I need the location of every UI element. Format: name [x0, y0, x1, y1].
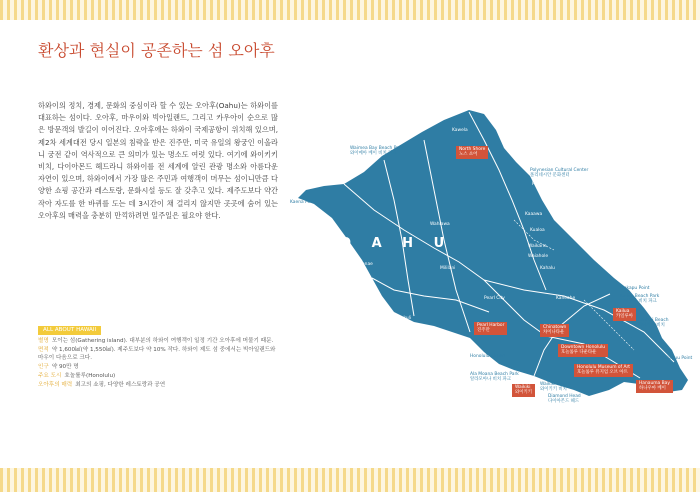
- map-tag-pearl-harbor[interactable]: Pearl Harbor 진주만: [474, 322, 507, 335]
- info-row: 별명 모이는 섬(Gathering island). 대부분의 하와이 여행객이 일정 기간 오아후에 머물기 때문.: [38, 337, 274, 344]
- map-place-label: Polynesian Cultural Center 폴리네시안 문화센터: [530, 168, 589, 179]
- map-place-label: Mokapu Point: [620, 286, 650, 291]
- map-place-label: Waimea Bay Beach Park 와이메아 베이 비치 파크: [350, 146, 404, 157]
- map-place-label: Maili: [372, 306, 383, 311]
- map-place-label: Kailua Beach Park 카일루아 비치 파크: [620, 294, 660, 305]
- map-tag-hanauma-bay[interactable]: Hanauma Bay 하나우마 베이: [636, 380, 673, 393]
- info-box: [38, 326, 278, 390]
- map-place-label: Waikiki Beach 와이키키 비치: [540, 382, 571, 393]
- map-place-label: Kahalu: [540, 266, 555, 271]
- map-place-label: Lanikai Beach 라니카이 비치: [638, 318, 669, 329]
- map-place-label: Kualoa: [530, 228, 545, 233]
- map-place-label: Kahuku Point: [484, 110, 513, 115]
- map-place-label: Mililani: [440, 266, 456, 271]
- map-tag-kailua[interactable]: Kailua 카일루아: [613, 308, 636, 321]
- info-row: 면적 약 1,600㎢(약 1,550㎢). 제주도보다 약 10% 작다. 하와이 제도 섬 중에서는 빅아일랜드와 마우이 다음으로 크다.: [38, 346, 276, 362]
- map-place-label: Waikane: [528, 244, 547, 249]
- map-place-label: Kaena Point: [290, 200, 316, 205]
- info-row: 오아후의 매력 최고의 쇼핑, 다양한 레스토랑과 공연: [38, 381, 166, 388]
- map-tag-chinatown[interactable]: Chinatown 차이나타운: [540, 324, 569, 337]
- info-row: 주요 도시 호놀룰루(Honolulu): [38, 372, 116, 379]
- map-place-label: Laie: [518, 158, 528, 163]
- map-place-label: Polokai: [354, 290, 370, 295]
- map-place-label: Makaha: [346, 274, 364, 279]
- map-place-label: Pearl City: [484, 296, 505, 301]
- intro-paragraph: 하와이의 정치, 경제, 문화의 중심이라 할 수 있는 오아후(Oahu)는 하와이를 대표하는 섬이다. 오아후, 마우이와 빅아일랜드, 그리고 카우아이 순으로 많은 방문객의 발길이 이어진다. 오아후에는 하와이 국제공항이 위치해 있으며, 제2차 세계대전 당시 일본의 침략을 받은 진주만, 미국 유일의 왕궁인 이올라니 궁전 같이 역사적으로 큰 의미가 있는 명소도 여럿 있다. 여기에 와이키키 비치, 다이아몬드 헤드라니 하와이를 전 세계에 알린 관광 명소와 아름다운 자연이 있으며, 하와이에서 가장 많은 주민과 여행객이 머무는 섬이니만큼 다양한 쇼핑 공간과 레스토랑, 문화시설 등도 잘 갖추고 있다. 제주도보다 약간 작아 자도를 한 바퀴를 도는 데 3시간이 채 걸리지 않지만 곳곳에 숨어 있는 오아후의 매력을 충분히 만끽하려면 일주일은 필요야 한다.: [38, 101, 278, 220]
- map-place-label: Makapuu Point: [660, 356, 693, 361]
- map-place-label: Kaaawa: [525, 212, 543, 217]
- map-place-label: Ala Moana Beach Park 알라모아나 비치 파크: [470, 372, 519, 383]
- map-place-label: Waianae: [354, 262, 373, 267]
- bottom-stripe-border: [0, 468, 700, 492]
- info-header: ALL ABOUT HAWAII: [38, 326, 101, 335]
- map-place-label: Waiahole: [528, 254, 549, 259]
- map-place-label: Wahiawa: [430, 222, 450, 227]
- map-place-label: Nanakuli: [392, 316, 412, 321]
- map-place-label: Kawela: [452, 128, 468, 133]
- map-tag-north-shore[interactable]: North Shore 노스 쇼어: [456, 146, 488, 159]
- page-title: 환상과 현실이 공존하는 섬 오아후: [38, 41, 275, 60]
- top-stripe-border: [0, 0, 700, 20]
- map-place-label: Punaluu: [532, 182, 550, 187]
- info-row: 인구 약 90만 명: [38, 364, 79, 371]
- map-place-label: Diamond Head 다이아몬드 헤드: [548, 394, 581, 405]
- map-tag-waikiki[interactable]: Waikiki 와이키키: [512, 384, 535, 397]
- map-place-label: Kaneohe: [556, 296, 576, 301]
- island-name-label: O A H U: [340, 236, 453, 251]
- map-place-label: Honolulu Airport: [470, 354, 506, 359]
- map-tag-downtown-honolulu[interactable]: Downtown Honolulu 호놀룰루 다운타운: [558, 344, 608, 357]
- map-tag-honolulu-museum-of-art[interactable]: Honolulu Museum of Art 호놀룰루 뮤지엄 오브 아트: [574, 364, 633, 377]
- map-place-label: Makakilo: [410, 326, 430, 331]
- map-place-label: Kahuku: [514, 136, 531, 141]
